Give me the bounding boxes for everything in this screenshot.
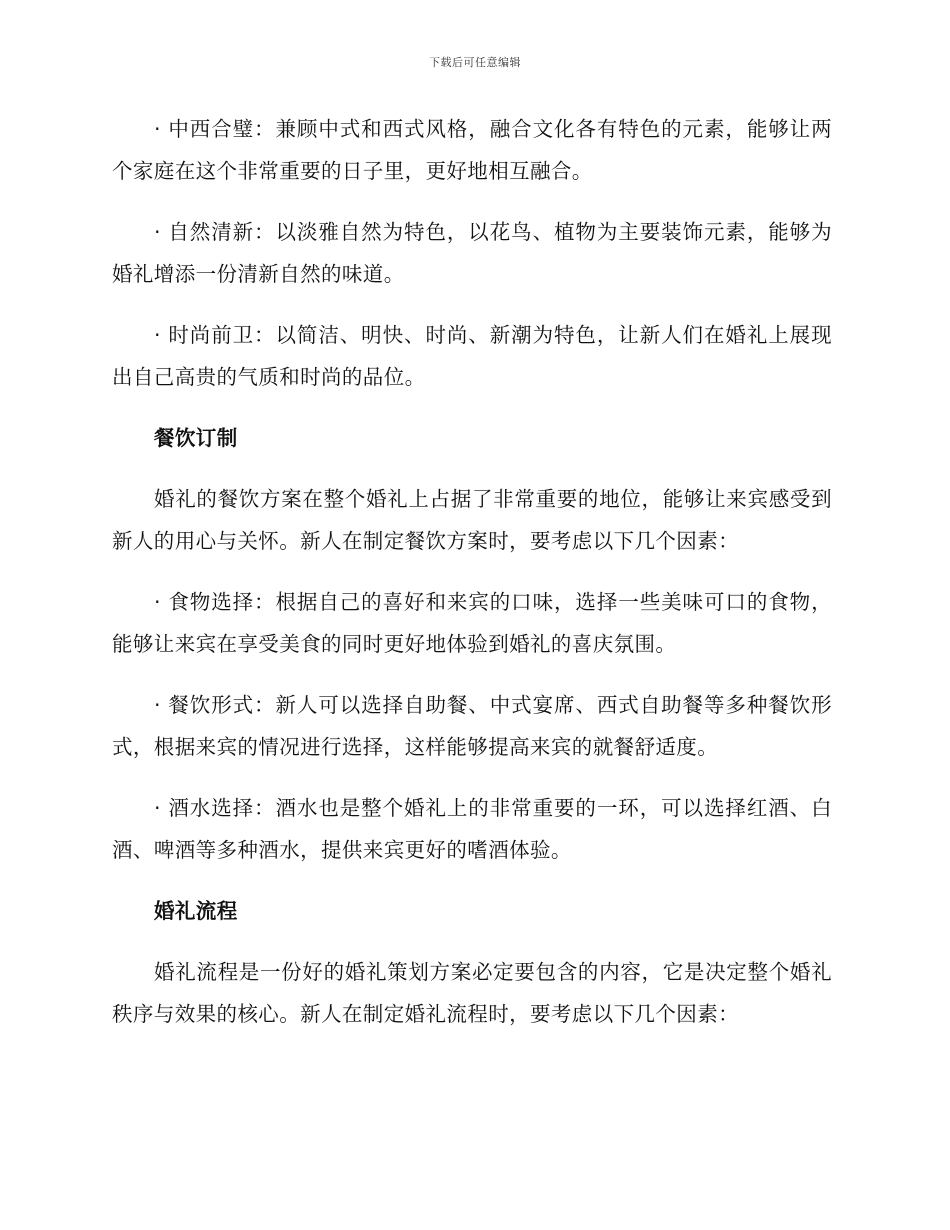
catering-item-food: · 食物选择：根据自己的喜好和来宾的口味，选择一些美味可口的食物，能够让来宾在享受美食的同时更好地体验到婚礼的喜庆氛围。 <box>112 590 832 656</box>
style-item-natural: · 自然清新：以淡雅自然为特色，以花鸟、植物为主要装饰元素，能够为婚礼增添一份清新自然的味道。 <box>112 220 832 286</box>
style-item-fashion: · 时尚前卫：以简洁、明快、时尚、新潮为特色，让新人们在婚礼上展现出自己高贵的气质和时尚的品位。 <box>112 323 832 389</box>
catering-intro: 婚礼的餐饮方案在整个婚礼上占据了非常重要的地位，能够让来宾感受到新人的用心与关怀。新人在制定餐饮方案时，要考虑以下几个因素： <box>112 487 832 553</box>
catering-item-format: · 餐饮形式：新人可以选择自助餐、中式宴席、西式自助餐等多种餐饮形式，根据来宾的情况进行选择，这样能够提高来宾的就餐舒适度。 <box>112 693 832 759</box>
page-header-note: 下载后可任意编辑 <box>429 56 521 69</box>
section-heading-process: 婚礼流程 <box>154 899 238 923</box>
style-item-fusion: · 中西合璧：兼顾中式和西式风格，融合文化各有特色的元素，能够让两个家庭在这个非常重要的日子里，更好地相互融合。 <box>112 117 832 183</box>
section-heading-catering: 餐饮订制 <box>154 426 238 450</box>
process-intro: 婚礼流程是一份好的婚礼策划方案必定要包含的内容，它是决定整个婚礼秩序与效果的核心。新人在制定婚礼流程时，要考虑以下几个因素： <box>112 960 832 1026</box>
document-body <box>112 108 832 1054</box>
catering-item-drinks: · 酒水选择：酒水也是整个婚礼上的非常重要的一环，可以选择红酒、白酒、啤酒等多种酒水，提供来宾更好的嗜酒体验。 <box>112 796 832 862</box>
